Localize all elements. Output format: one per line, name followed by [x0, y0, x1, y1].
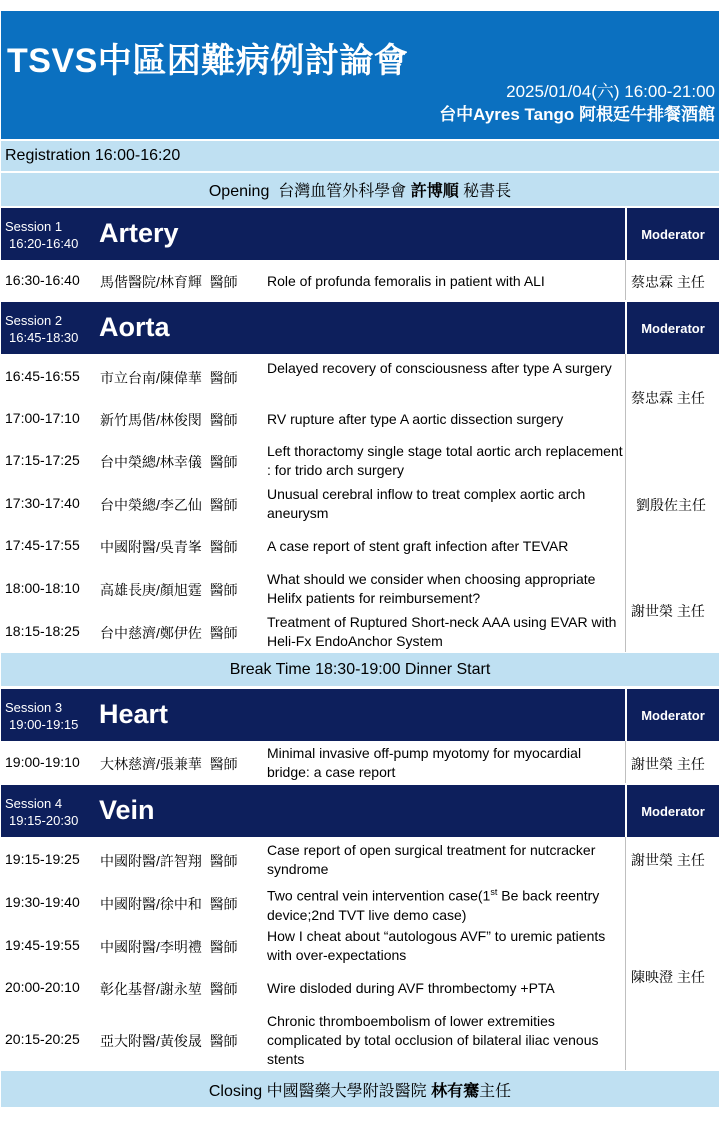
moderator-name: 謝世榮 主任	[631, 852, 705, 868]
talk-time: 19:30-19:40	[5, 894, 80, 910]
talk-time: 20:00-20:10	[5, 979, 80, 995]
event-date: 2025/01/04(六) 16:00-21:00	[506, 82, 715, 101]
talk-topic: Wire disloded during AVF thrombectomy +PTA	[267, 980, 555, 996]
closing-name: 林有騫	[431, 1082, 480, 1100]
session-header-aorta	[1, 302, 719, 354]
talk-speaker: 大林慈濟/張兼華 醫師	[100, 756, 238, 772]
break-text: Break Time 18:30-19:00 Dinner Start	[229, 660, 491, 678]
talk-speaker: 台中榮總/林幸儀 醫師	[100, 454, 238, 470]
talk-topic: Chronic thromboembolism of lower extremities complicated by total occlusion of bilateral iliac venous stents	[267, 1013, 599, 1067]
opening-band	[1, 173, 719, 206]
session-header-heart	[1, 689, 719, 741]
closing-prefix: Closing 中國醫藥大學附設醫院	[208, 1082, 432, 1100]
moderator-name: 謝世榮 主任	[631, 756, 705, 772]
event-title: TSVS中區困難病例討論會	[7, 42, 409, 80]
talk-topic: Case report of open surgical treatment for nutcracker syndrome	[267, 842, 596, 877]
session-number: Session 4	[5, 796, 63, 811]
talk-topic: How I cheat about “autologous AVF” to uremic patients with over-expectations	[267, 928, 606, 963]
talk-time: 17:00-17:10	[5, 410, 80, 426]
session-number: Session 3	[5, 700, 63, 715]
moderator-heading: Moderator	[625, 689, 719, 741]
talk-speaker: 市立台南/陳偉華 醫師	[100, 370, 238, 386]
talk-speaker: 中國附醫/李明禮 醫師	[100, 939, 238, 955]
opening-name: 許博順	[410, 183, 459, 200]
event-venue: 台中Ayres Tango 阿根廷牛排餐酒館	[439, 105, 715, 124]
moderator-heading: Moderator	[625, 785, 719, 837]
moderator-name: 劉殷佐主任	[636, 497, 706, 513]
talk-speaker: 台中榮總/李乙仙 醫師	[100, 497, 238, 513]
talk-topic: What should we consider when choosing appropriate Helifx patients for reimbursement?	[267, 571, 596, 606]
talk-time: 16:45-16:55	[5, 368, 80, 384]
column-divider	[625, 354, 626, 652]
event-header	[1, 11, 719, 139]
talk-time: 19:45-19:55	[5, 937, 80, 953]
column-divider	[625, 837, 626, 1070]
talk-topic: A case report of stent graft infection after TEVAR	[267, 538, 569, 554]
registration-band	[1, 141, 719, 171]
talk-speaker: 中國附醫/許智翔 醫師	[100, 853, 238, 869]
talk-time: 20:15-20:25	[5, 1031, 80, 1047]
moderator-name: 蔡忠霖 主任	[631, 274, 705, 290]
talk-topic: Treatment of Ruptured Short-neck AAA using EVAR with Heli-Fx EndoAnchor System	[267, 614, 617, 649]
talk-time: 17:30-17:40	[5, 495, 80, 511]
moderator-heading: Moderator	[625, 208, 719, 260]
session-time: 19:15-20:30	[9, 813, 79, 828]
talk-time: 19:00-19:10	[5, 754, 80, 770]
opening-suffix: 秘書長	[458, 183, 512, 200]
opening-prefix: Opening 台灣血管外科學會	[208, 183, 411, 200]
session-name: Heart	[99, 699, 169, 729]
session-number: Session 2	[5, 313, 63, 328]
talk-speaker: 亞大附醫/黃俊晟 醫師	[100, 1033, 238, 1049]
talk-speaker: 台中慈濟/鄭伊佐 醫師	[100, 625, 238, 641]
talk-topic-part: Be back reentry device;2nd TVT live demo case)	[267, 887, 600, 923]
column-divider	[625, 260, 626, 300]
session-time: 16:20-16:40	[9, 236, 79, 251]
talk-topic	[267, 883, 623, 925]
talk-speaker: 中國附醫/吳青峯 醫師	[100, 539, 238, 555]
session-number: Session 1	[5, 219, 63, 234]
closing-band	[1, 1071, 719, 1107]
talk-topic-superscript: st	[490, 887, 498, 897]
talk-topic: Left thoractomy single stage total aortic arch replacement : for trido arch surgery	[267, 443, 623, 478]
talk-speaker: 新竹馬偕/林俊閔 醫師	[100, 412, 238, 428]
talk-speaker: 中國附醫/徐中和 醫師	[100, 896, 238, 912]
session-time: 16:45-18:30	[9, 330, 79, 345]
moderator-name: 陳映澄 主任	[631, 969, 705, 985]
talk-topic-part: Two central vein intervention case(1	[267, 887, 491, 904]
talk-time: 17:45-17:55	[5, 537, 80, 553]
registration-text: Registration 16:00-16:20	[5, 147, 181, 164]
session-header-vein	[1, 785, 719, 837]
talk-topic: Unusual cerebral inflow to treat complex aortic arch aneurysm	[267, 486, 586, 521]
column-divider	[625, 741, 626, 783]
moderator-name: 蔡忠霖 主任	[631, 390, 705, 406]
moderator-name: 謝世榮 主任	[631, 603, 705, 619]
session-name: Aorta	[99, 312, 170, 342]
talk-time: 16:30-16:40	[5, 272, 80, 288]
session-header-artery	[1, 208, 719, 260]
closing-suffix: 主任	[479, 1082, 512, 1100]
talk-topic: Role of profunda femoralis in patient with ALI	[267, 273, 545, 289]
session-time: 19:00-19:15	[9, 717, 79, 732]
break-band	[1, 653, 719, 686]
talk-speaker: 彰化基督/謝永堃 醫師	[100, 981, 238, 997]
talk-time: 19:15-19:25	[5, 851, 80, 867]
talk-speaker: 高雄長庚/顏旭霆 醫師	[100, 582, 238, 598]
talk-speaker: 馬偕醫院/林育輝 醫師	[100, 274, 238, 290]
talk-topic: RV rupture after type A aortic dissection surgery	[267, 411, 564, 427]
talk-time: 18:15-18:25	[5, 623, 80, 639]
talk-time: 18:00-18:10	[5, 580, 80, 596]
session-name: Vein	[99, 795, 155, 825]
session-name: Artery	[99, 218, 179, 248]
talk-topic: Minimal invasive off-pump myotomy for myocardial bridge: a case report	[267, 745, 582, 780]
moderator-heading: Moderator	[625, 302, 719, 354]
talk-time: 17:15-17:25	[5, 452, 80, 468]
talk-topic: Delayed recovery of consciousness after type A surgery	[267, 360, 612, 376]
